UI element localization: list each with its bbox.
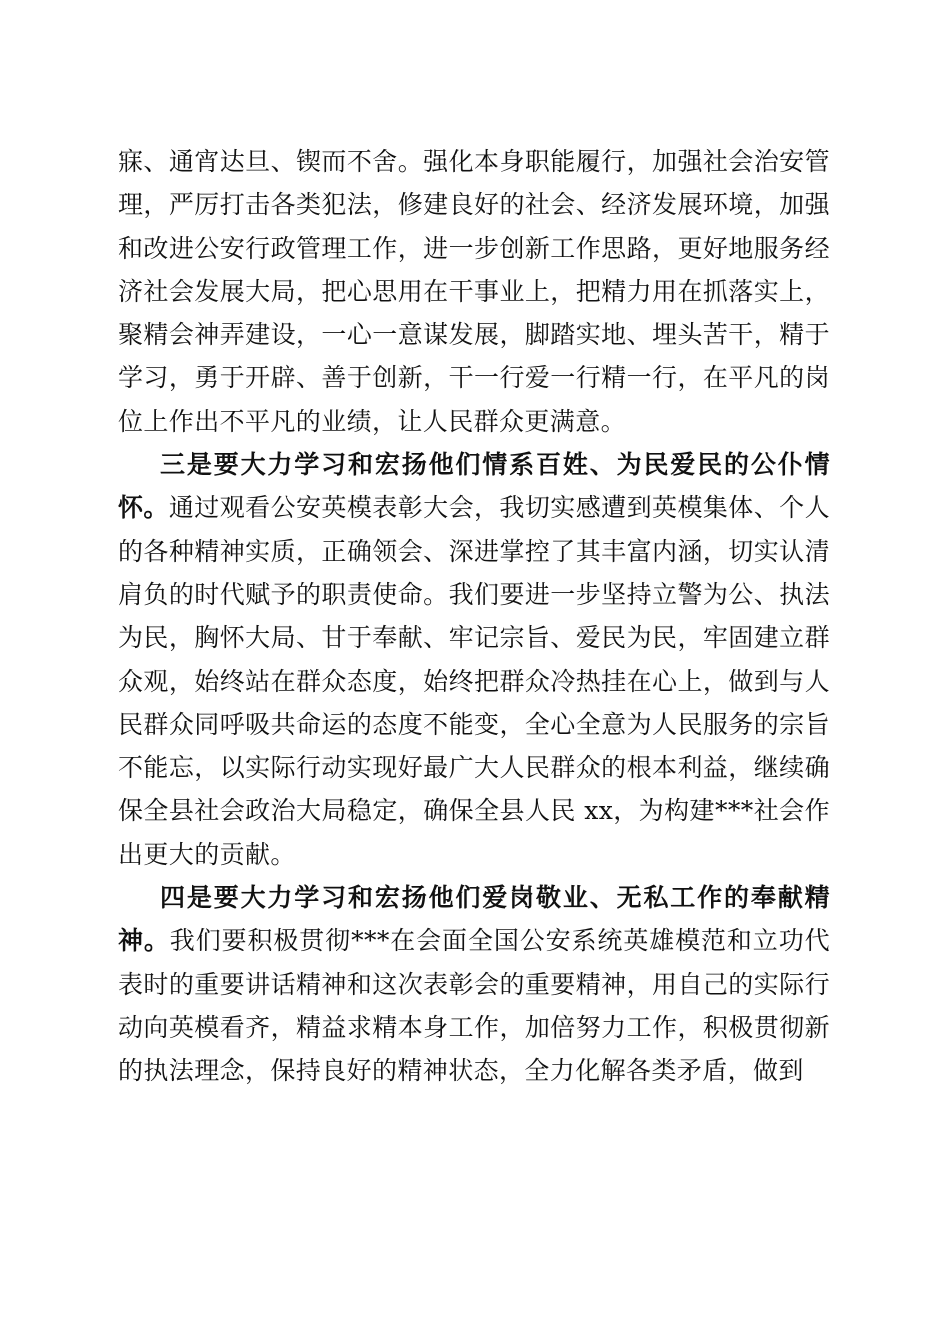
paragraph-3-body: 我们要积极贯彻***在会面全国公安系统英雄模范和立功代表时的重要讲话精神和这次表彰会的重要精神，用自己的实际行动向英模看齐，精益求精本身工作，加倍努力工作，积极贯彻新的执法理念，保持良好的精神状态，全力化解各类矛盾，做到 [118, 926, 830, 1086]
paragraph-3-heading: 四是要大力学习和宏扬他们爱岗敬业、无私工作的奉献精神。 [118, 883, 830, 956]
paragraph-1-body: 寐、通宵达旦、锲而不舍。强化本身职能履行，加强社会治安管理，严厉打击各类犯法，修建良好的社会、经济发展环境，加强和改进公安行政管理工作，进一步创新工作思路，更好地服务经济社会发展大局，把心思用在干事业上，把精力用在抓落实上，聚精会神弄建设，一心一意谋发展，脚踏实地、埋头苦干，精于学习，勇于开辟、善于创新，干一行爱一行精一行，在平凡的岗位上作出不平凡的业绩，让人民群众更满意。 [118, 147, 830, 436]
paragraph-3 [118, 876, 830, 1092]
paragraph-2 [118, 443, 830, 876]
paragraph-1 [118, 140, 830, 443]
paragraph-2-body: 通过观看公安英模表彰大会，我切实感遭到英模集体、个人的各种精神实质，正确领会、深进掌控了其丰富内涵，切实认清肩负的时代赋予的职责使命。我们要进一步坚持立警为公、执法为民，胸怀大局、甘于奉献、牢记宗旨、爱民为民，牢固建立群众观，始终站在群众态度，始终把群众冷热挂在心上，做到与人民群众同呼吸共命运的态度不能变，全心全意为人民服务的宗旨不能忘，以实际行动实现好最广大人民群众的根本利益，继续确保全县社会政治大局稳定，确保全县人民 xx，为构建***社会作出更大的贡献。 [118, 493, 830, 869]
document-body [118, 140, 830, 1093]
paragraph-2-heading: 三是要大力学习和宏扬他们情系百姓、为民爱民的公仆情怀。 [118, 450, 830, 523]
